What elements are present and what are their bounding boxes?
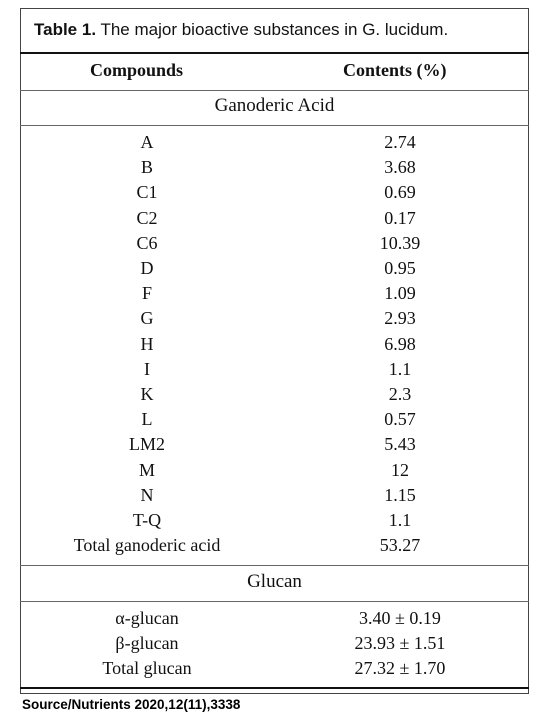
content-cell: 3.40 ± 0.19 xyxy=(359,608,441,628)
content-cell: 1.15 xyxy=(384,484,416,505)
compound-cell: Total glucan xyxy=(102,658,192,678)
compound-cell: LM2 xyxy=(129,434,165,455)
table-caption xyxy=(34,20,448,40)
compound-cell: D xyxy=(140,258,154,278)
compound-cell: C1 xyxy=(136,182,158,203)
table-row xyxy=(20,384,529,409)
source-note: Source/Nutrients 2020,12(11),3338 xyxy=(22,697,241,712)
compound-cell: β-glucan xyxy=(115,633,179,653)
header-contents: Contents (%) xyxy=(343,60,447,80)
table-row xyxy=(20,359,529,384)
content-cell: 2.93 xyxy=(384,308,416,329)
compound-cell: M xyxy=(138,459,155,480)
content-cell: 5.43 xyxy=(384,434,416,455)
compound-cell: K xyxy=(140,384,154,404)
section-rule-glucan-bottom xyxy=(20,601,529,602)
compound-cell: T-Q xyxy=(132,510,162,530)
content-cell: 10.39 xyxy=(379,232,421,253)
top-rule xyxy=(20,52,529,54)
header-compounds: Compounds xyxy=(90,60,184,80)
content-cell: 0.69 xyxy=(384,182,416,203)
compound-cell: B xyxy=(140,157,153,178)
content-cell: 6.98 xyxy=(384,333,416,354)
compound-cell: F xyxy=(141,283,152,304)
content-cell: 1.09 xyxy=(384,283,416,304)
table-row xyxy=(20,633,529,658)
content-cell: 3.68 xyxy=(384,157,416,178)
content-cell: 27.32 ± 1.70 xyxy=(354,658,446,678)
compound-cell: N xyxy=(140,484,154,505)
content-cell: 23.93 ± 1.51 xyxy=(354,633,446,653)
table-row xyxy=(20,510,529,535)
table-row xyxy=(20,233,529,258)
section-title-glucan: Glucan xyxy=(247,571,302,592)
table-row xyxy=(20,409,529,434)
table-row xyxy=(20,157,529,182)
compound-cell: I xyxy=(144,358,150,379)
table-row xyxy=(20,132,529,157)
table-row xyxy=(20,658,529,683)
compound-cell: α-glucan xyxy=(115,608,179,628)
content-cell: 0.57 xyxy=(384,409,416,430)
section-title-ganoderic-acid: Ganoderic Acid xyxy=(214,95,335,116)
table-row xyxy=(20,283,529,308)
compound-cell: H xyxy=(140,333,154,354)
compound-cell: L xyxy=(141,409,153,430)
compound-cell: A xyxy=(140,132,154,152)
content-cell: 0.95 xyxy=(384,258,416,278)
table-row xyxy=(20,608,529,633)
table-row xyxy=(20,334,529,359)
content-cell: 1.1 xyxy=(388,510,412,530)
table-row xyxy=(20,434,529,459)
table-row xyxy=(20,535,529,560)
compound-cell: Total ganoderic acid xyxy=(73,535,221,556)
content-cell: 12 xyxy=(391,459,409,480)
compound-cell: C2 xyxy=(136,207,158,228)
header-rule xyxy=(20,90,529,91)
table-row xyxy=(20,182,529,207)
table-row xyxy=(20,308,529,333)
table-row xyxy=(20,460,529,485)
compound-cell: G xyxy=(140,308,154,329)
caption-text: The major bioactive substances in G. lucidum. xyxy=(96,20,449,39)
bottom-rule xyxy=(20,687,529,689)
content-cell: 1.1 xyxy=(388,358,412,379)
compound-cell: C6 xyxy=(136,232,158,253)
table-row xyxy=(20,485,529,510)
section-rule-ganoderic-acid xyxy=(20,125,529,126)
section-rule-glucan-top xyxy=(20,565,529,566)
content-cell: 0.17 xyxy=(384,207,416,228)
content-cell: 2.74 xyxy=(384,132,416,152)
content-cell: 2.3 xyxy=(388,384,412,404)
caption-label: Table 1. xyxy=(34,20,97,39)
table-row xyxy=(20,208,529,233)
table-row xyxy=(20,258,529,283)
content-cell: 53.27 xyxy=(379,535,421,556)
